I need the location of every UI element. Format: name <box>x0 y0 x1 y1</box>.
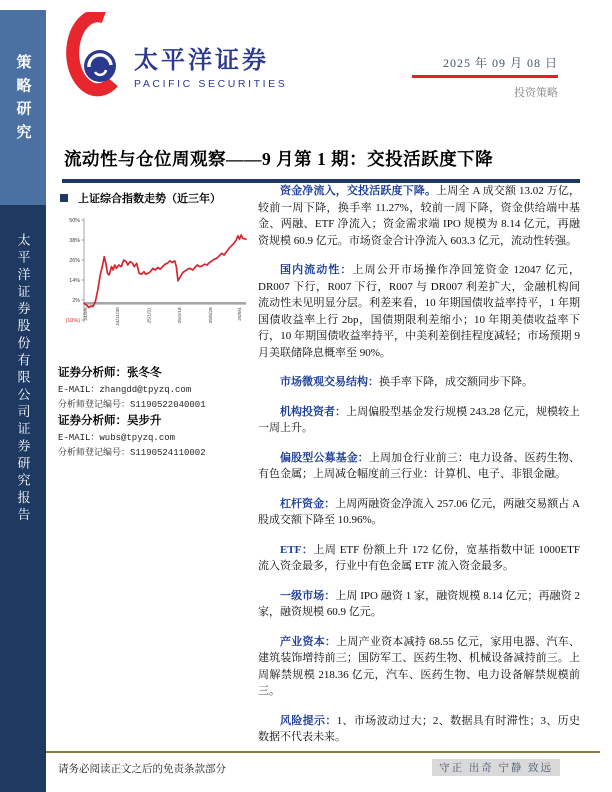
summary-paragraph <box>258 634 580 700</box>
summary-paragraph <box>258 588 580 621</box>
summary-body: 上周加仓行业前三：电力设备、医药生物、有色金属；上周减仓幅度前三行业：计算机、电子、非银金融。 <box>258 451 581 480</box>
analyst-license: 分析师登记编号：S1190524110002 <box>58 448 206 458</box>
summary-paragraph <box>258 183 580 249</box>
analyst-email: E-MAIL：zhangdd@tpyzq.com <box>58 385 192 395</box>
svg-text:50%: 50% <box>69 217 80 224</box>
svg-text:38%: 38% <box>69 237 80 244</box>
summary-lead: 国内流动性： <box>280 264 353 276</box>
summary-body: 上周全 A 成交额 13.02 万亿，较前一周下降，换手率 11.27%，较前一周下降，资金供给端中基金、两融、ETF 净流入；资金需求端 IPO 规模为 8.14 亿元，再融资规模 60.9 亿元。市场资金合计净流入 603.3 亿元，流动性转强。 <box>258 185 580 247</box>
footer-disclaimer: 请务必阅读正文之后的免责条款部分 <box>58 764 226 775</box>
summary-lead: 市场微观交易结构： <box>280 376 379 388</box>
summary-paragraph <box>258 496 580 529</box>
brand-name-en: PACIFIC SECURITIES <box>134 78 288 90</box>
svg-text:24/11/30: 24/11/30 <box>115 307 121 326</box>
analyst-card <box>58 364 254 410</box>
sidebar-category-label: 策略研究 <box>14 54 31 147</box>
summary-lead: 偏股型公募基金： <box>280 451 369 464</box>
summary-lead: 风险提示： <box>280 714 337 727</box>
sidebar-report-label-block <box>0 205 46 792</box>
summary-lead: 资金净流入，交投活跃度下降。 <box>280 185 437 197</box>
footer-rule <box>46 751 600 753</box>
summary-body: 1、市场波动过大；2、数据具有时滞性；3、历史数据不代表未来。 <box>258 714 581 743</box>
chart-title: 上证综合指数走势（近三年） <box>78 193 221 205</box>
analyst-name: 证券分析师：吴步升 <box>58 415 162 427</box>
sidebar-report-label: 太平洋证券股份有限公司证券研究报告 <box>15 233 31 525</box>
sse-index-line-chart <box>58 214 250 342</box>
summary-lead: 杠杆资金： <box>280 497 336 510</box>
summary-paragraph <box>258 542 580 575</box>
date-block <box>378 54 558 100</box>
sidebar <box>0 10 46 792</box>
footer-motto: 守正 出奇 宁静 致远 <box>432 759 560 776</box>
summary-body: 换手率下降，成交额同步下降。 <box>379 376 533 388</box>
report-title: 流动性与仓位周观察——9 月第 1 期：交投活跃度下降 <box>64 149 494 169</box>
svg-text:25/6/28: 25/6/28 <box>208 307 214 324</box>
brand-header <box>64 12 287 100</box>
analyst-license: 分析师登记编号：S1190522040001 <box>58 400 206 410</box>
summary-lead: ETF： <box>280 543 314 556</box>
left-column <box>58 190 254 460</box>
analyst-name: 证券分析师：张冬冬 <box>58 367 162 379</box>
summary-paragraph <box>258 374 580 391</box>
report-date: 2025 年 09 月 08 日 <box>442 56 558 70</box>
svg-text:24/9/6: 24/9/6 <box>84 307 90 321</box>
pacific-securities-logo-icon <box>64 12 120 100</box>
analyst-card <box>58 412 254 458</box>
summary-column <box>258 183 580 759</box>
analyst-list <box>58 364 254 458</box>
summary-body: 上周两融资金净流入 257.06 亿元，两融交易额占 A 股成交额下降至 10.96%。 <box>258 497 580 526</box>
svg-text:25/9/4: 25/9/4 <box>238 307 244 321</box>
summary-body: 上周公开市场操作净回笼资金 12047 亿元，DR007 下行，R007 下行，R007 与 DR007 利差扩大，金融机构间流动性未见明显分层。利差来看，10 年期国债收益率持平，1 年期国债收益率上行 2bp，国债期限利差缩小；10 年期美债收益率下行，10 年期国债收益率持平，中美利差倒挂程度减轻；市场预期 9 月美联储降息概率至 90%。 <box>258 264 581 359</box>
report-type-label: 投资策略 <box>514 87 558 99</box>
bullet-square-icon <box>60 194 68 202</box>
summary-body: 上周 IPO 融资 1 家，融资规模 8.14 亿元；再融资 2 家，融资规模 60.9 亿元。 <box>258 589 581 618</box>
summary-body: 上周偏股型基金发行规模 243.28 亿元，规模较上一周上升。 <box>258 405 581 434</box>
summary-body: 上周 ETF 份额上升 172 亿份，宽基指数中证 1000ETF 流入资金最多，行业中有色金属 ETF 流入资金最多。 <box>258 543 580 572</box>
analyst-email: E-MAIL：wubs@tpyzq.com <box>58 433 176 443</box>
svg-text:(10%): (10%) <box>65 317 80 324</box>
brand-name-cn: 太平洋证券 <box>134 47 269 74</box>
summary-paragraph <box>258 404 580 437</box>
sidebar-category-block <box>0 10 46 205</box>
brand-text <box>134 40 287 90</box>
summary-paragraph <box>258 450 580 483</box>
summary-lead: 产业资本： <box>280 635 337 648</box>
svg-text:2%: 2% <box>72 297 80 304</box>
summary-paragraph <box>258 713 580 746</box>
svg-text:25/4/18: 25/4/18 <box>178 307 184 324</box>
summary-paragraph <box>258 262 580 361</box>
chart-header <box>60 190 254 206</box>
summary-body: 上周产业资本减持 68.55 亿元，家用电器、汽车、建筑装饰增持前三；国防军工、医药生物、机械设备减持前三。上周解禁规模 218.36 亿元，汽车、医药生物、电力设备解禁规模前三。 <box>258 635 581 697</box>
date-underline <box>412 75 558 78</box>
svg-text:26%: 26% <box>69 257 80 264</box>
svg-text:14%: 14% <box>69 277 80 284</box>
summary-lead: 一级市场： <box>280 589 336 602</box>
summary-lead: 机构投资者： <box>280 405 347 418</box>
svg-text:25/1/31: 25/1/31 <box>147 307 153 324</box>
